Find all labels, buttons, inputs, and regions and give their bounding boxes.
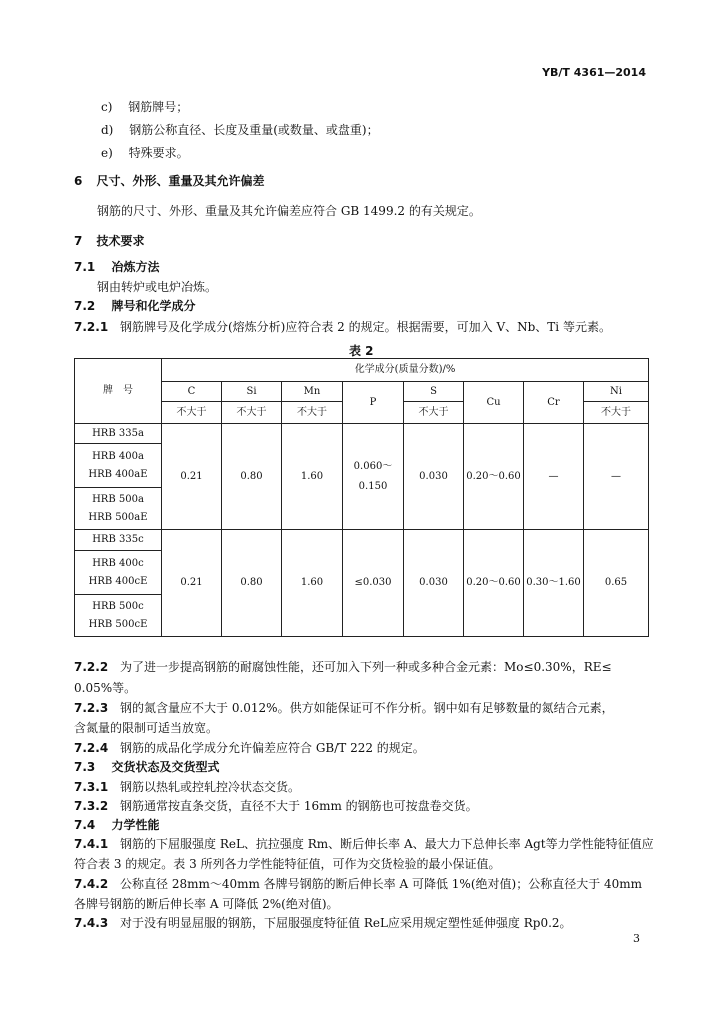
clause-text: 钢筋的下屈服强度 ReL、抗拉强度 Rm、断后伸长率 A、最大力下总伸长率 Agt等力学性能特征值应 [120, 837, 654, 851]
clause-text: 钢筋以热轧或控轧控冷状态交货。 [120, 780, 301, 794]
grade-cell [75, 595, 162, 637]
value-line: 0.060～ [353, 460, 393, 472]
clause-number: 7.4.3 [74, 916, 109, 930]
section-title: 尺寸、外形、重量及其允许偏差 [96, 174, 265, 188]
subsection-heading [74, 758, 219, 775]
section-title: 冶炼方法 [111, 260, 160, 274]
grade-cell [75, 551, 162, 595]
clause-text: 钢的氮含量应不大于 0.012%。供方如能保证可不作分析。钢中如有足够数量的氮结合元素， [120, 701, 614, 715]
limit-label: 不大于 [404, 402, 464, 424]
section-title: 力学性能 [111, 818, 160, 832]
grade-cell [75, 488, 162, 530]
value-cell: 0.21 [162, 530, 222, 637]
page-number: 3 [633, 932, 640, 945]
list-marker: c) [101, 100, 113, 114]
limit-label: 不大于 [222, 402, 282, 424]
clause-number: 7.4.2 [74, 877, 109, 891]
list-item [101, 121, 379, 138]
clause [74, 658, 612, 675]
subsection-heading [74, 297, 195, 314]
clause [74, 835, 654, 852]
value-cell: 0.80 [222, 424, 282, 530]
clause-number: 7.3.2 [74, 799, 109, 813]
clause-number: 7.2.1 [74, 320, 109, 334]
grade-header: 牌 号 [75, 359, 162, 424]
clause-continuation: 各牌号钢筋的断后伸长率 A 可降低 2%(绝对值)。 [74, 897, 339, 911]
section-number: 7.4 [74, 818, 96, 832]
element-header: S [404, 382, 464, 402]
clause-text: 为了进一步提高钢筋的耐腐蚀性能，还可加入下列一种或多种合金元素：Mo≤0.30%，RE≤ [120, 660, 612, 674]
section-number: 6 [74, 174, 83, 188]
clause-text: 钢筋通常按直条交货，直径不大于 16mm 的钢筋也可按盘卷交货。 [120, 799, 478, 813]
value-line: 0.150 [358, 480, 388, 492]
value-cell: 1.60 [282, 424, 343, 530]
standard-number: YB/T 4361—2014 [542, 66, 646, 79]
subsection-heading [74, 258, 159, 275]
element-header: Cr [524, 382, 584, 424]
clause-number: 7.3.1 [74, 780, 109, 794]
grade-line: HRB 500c [92, 600, 144, 612]
clause [74, 699, 614, 716]
clause [74, 797, 478, 814]
list-item [101, 144, 189, 161]
section-number: 7.1 [74, 260, 96, 274]
clause-continuation: 含氮量的限制可适当放宽。 [74, 721, 219, 735]
clause-number: 7.4.1 [74, 837, 109, 851]
list-marker: d) [101, 123, 114, 137]
limit-label: 不大于 [162, 402, 222, 424]
chem-header: 化学成分(质量分数)/% [162, 359, 649, 382]
element-header: P [343, 382, 404, 424]
value-cell: 1.60 [282, 530, 343, 637]
clause [74, 875, 642, 892]
grade-line: HRB 500aE [88, 511, 148, 523]
clause-text: 钢筋的成品化学成分允许偏差应符合 GB/T 222 的规定。 [120, 741, 425, 755]
clause-continuation: 0.05%等。 [74, 681, 137, 695]
section-title: 交货状态及交货型式 [111, 760, 220, 774]
element-header: Cu [464, 382, 524, 424]
list-marker: e) [101, 146, 113, 160]
section-title: 牌号和化学成分 [111, 299, 196, 313]
section-title: 技术要求 [96, 234, 145, 248]
paragraph: 钢由转炉或电炉冶炼。 [97, 280, 218, 294]
value-cell [343, 424, 404, 530]
value-cell: 0.30～1.60 [524, 530, 584, 637]
clause-text: 对于没有明显屈服的钢筋，下屈服强度特征值 ReL应采用规定塑性延伸强度 Rp0.2。 [120, 916, 572, 930]
value-cell: ≤0.030 [343, 530, 404, 637]
value-cell: 0.20～0.60 [464, 530, 524, 637]
chemical-composition-table [74, 358, 649, 637]
section-heading [74, 232, 145, 249]
clause [74, 778, 300, 795]
paragraph: 钢筋的尺寸、外形、重量及其允许偏差应符合 GB 1499.2 的有关规定。 [97, 204, 481, 218]
list-text: 特殊要求。 [128, 146, 189, 160]
grade-line: HRB 400cE [88, 575, 148, 587]
clause [74, 739, 425, 756]
grade-line: HRB 500cE [88, 618, 148, 630]
clause-continuation: 符合表 3 的规定。表 3 所列各力学性能特征值，可作为交货检验的最小保证值。 [74, 857, 501, 871]
clause-number: 7.2.4 [74, 741, 109, 755]
list-text: 钢筋牌号； [128, 100, 189, 114]
clause [74, 914, 572, 931]
value-cell: 0.030 [404, 424, 464, 530]
value-cell: — [524, 424, 584, 530]
grade-line: HRB 400c [92, 557, 144, 569]
grade-cell: HRB 335a [75, 424, 162, 444]
value-cell: 0.20～0.60 [464, 424, 524, 530]
value-cell: 0.21 [162, 424, 222, 530]
grade-line: HRB 400aE [88, 468, 148, 480]
value-cell: — [584, 424, 649, 530]
value-cell: 0.80 [222, 530, 282, 637]
value-cell: 0.65 [584, 530, 649, 637]
element-header: C [162, 382, 222, 402]
element-header: Ni [584, 382, 649, 402]
clause [74, 318, 611, 335]
section-number: 7.3 [74, 760, 96, 774]
element-header: Mn [282, 382, 343, 402]
element-header: Si [222, 382, 282, 402]
section-number: 7.2 [74, 299, 96, 313]
table-caption: 表 2 [349, 344, 374, 358]
subsection-heading [74, 816, 159, 833]
grade-line: HRB 500a [92, 493, 144, 505]
limit-label: 不大于 [282, 402, 343, 424]
section-heading [74, 172, 265, 189]
clause-text: 钢筋牌号及化学成分(熔炼分析)应符合表 2 的规定。根据需要，可加入 V、Nb、Ti 等元素。 [120, 320, 611, 334]
limit-label: 不大于 [584, 402, 649, 424]
grade-cell [75, 444, 162, 488]
clause-number: 7.2.2 [74, 660, 109, 674]
clause-number: 7.2.3 [74, 701, 109, 715]
grade-line: HRB 400a [92, 450, 144, 462]
list-item [101, 98, 188, 115]
clause-text: 公称直径 28mm～40mm 各牌号钢筋的断后伸长率 A 可降低 1%(绝对值)；公称直径大于 40mm [120, 877, 643, 891]
section-number: 7 [74, 234, 83, 248]
list-text: 钢筋公称直径、长度及重量(或数量、或盘重)； [129, 123, 379, 137]
value-cell: 0.030 [404, 530, 464, 637]
grade-cell: HRB 335c [75, 530, 162, 551]
